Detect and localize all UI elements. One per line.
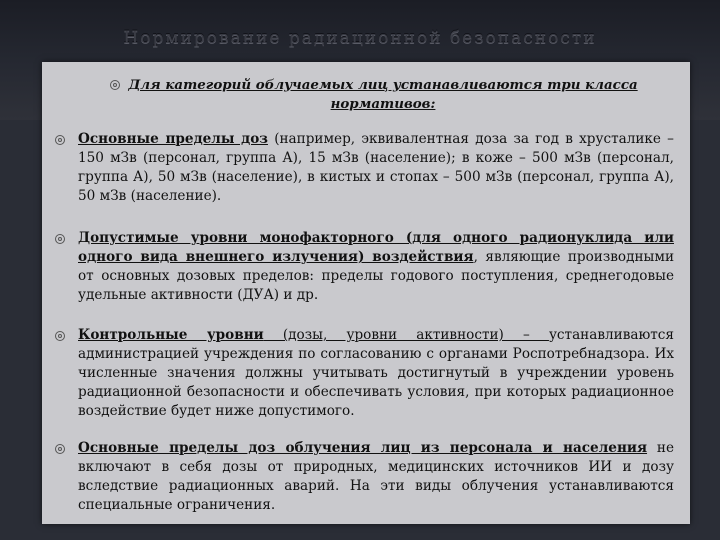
slide-title: Нормирование радиационной безопасности xyxy=(123,28,597,48)
item-text-underlined: (дозы, уровни активности) – xyxy=(263,327,549,343)
list-item xyxy=(78,229,674,305)
item-key: Допустимые уровни монофакторного (для одного радионуклида или одного вида внешнего излучения) воздействия xyxy=(78,230,674,265)
bullet-icon xyxy=(55,444,65,454)
item-key: Основные пределы доз xyxy=(78,131,268,147)
bullet-icon xyxy=(55,135,65,145)
list-item xyxy=(78,439,674,515)
item-key: Контрольные уровни xyxy=(78,327,264,343)
item-text: устанавливаются администрацией учреждения по согласованию с органами Роспотребнадзора. Их численные значения должны учитывать достигнутый в учреждении уровень радиационной безопасности и обеспечивать условия, при которых радиационное воздействие будет ниже допустимого. xyxy=(78,327,674,419)
bullet-icon xyxy=(55,331,65,341)
intro-text: Для категорий облучаемых лиц устанавливаются три класса нормативов: xyxy=(128,77,638,112)
item-key: Основные пределы доз облучения лиц из персонала и населения xyxy=(78,440,648,456)
item-text: (например, эквивалентная доза за год в хрусталике – 150 мЗв (персонал, группа А), 15 мЗв (население); в коже – 500 мЗв (персонал, группа А), 50 мЗв (население), в кистых и стопах – 500 мЗв (персонал, группа А), 50 мЗв (население). xyxy=(78,131,674,204)
list-item xyxy=(78,130,674,206)
item-text: , являющие производными от основных дозовых пределов: пределы годового поступления, среднегодовые удельные активности (ДУА) и др. xyxy=(78,249,675,303)
bullet-icon xyxy=(55,234,65,244)
list-item xyxy=(78,326,674,421)
bullet-icon xyxy=(110,80,120,90)
item-text: не включают в себя дозы от природных, медицинских источников ИИ и дозу вследствие радиационных аварий. На эти виды облучения устанавливаются специальные ограничения. xyxy=(78,440,674,513)
